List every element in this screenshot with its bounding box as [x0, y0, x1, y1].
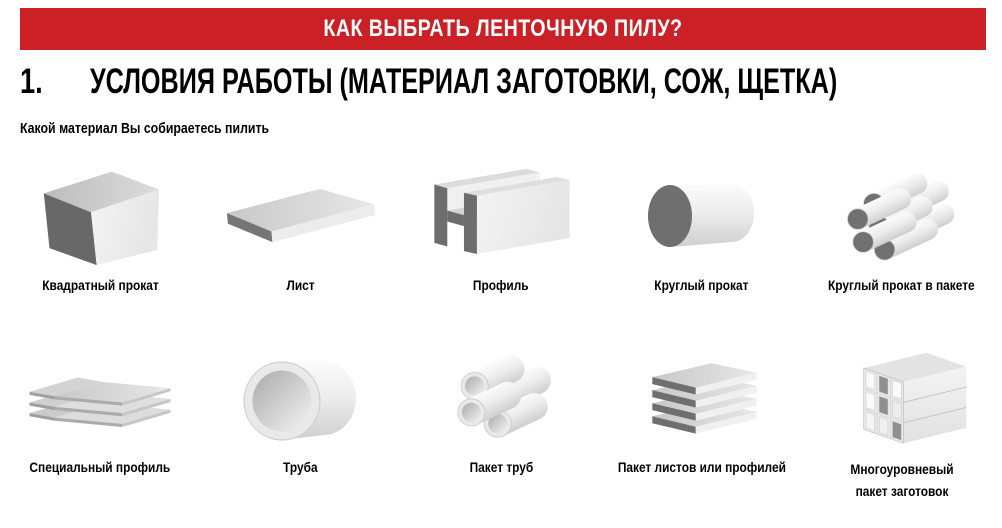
material-label: Круглый прокат: [654, 277, 749, 293]
material-label: Труба: [283, 459, 318, 475]
material-label: Многоуровневый пакет заготовок: [850, 461, 954, 499]
material-label: Круглый прокат в пакете: [828, 277, 976, 293]
pipe-bundle-icon: [441, 348, 561, 448]
h-profile-icon: [426, 166, 576, 266]
square-stock-icon: [36, 165, 164, 267]
material-art: [441, 346, 561, 450]
special-profile-icon: [24, 365, 176, 431]
page-banner: [20, 8, 986, 50]
material-art: [242, 346, 359, 450]
material-art: [24, 346, 176, 450]
material-item-round-stock-bundle: [802, 164, 1002, 293]
question-text: Какой материал Вы собираетесь пилить: [20, 121, 270, 137]
section-number: 1.: [20, 62, 43, 101]
material-art: [844, 164, 959, 268]
materials-row-2: [0, 346, 1002, 502]
material-art: [833, 346, 971, 450]
sheet-icon: [223, 186, 378, 246]
material-item-pipe-bundle: [401, 346, 601, 502]
sheet-stack-icon: [640, 358, 762, 438]
round-stock-bundle-icon: [844, 168, 959, 264]
material-item-special-profile: [0, 346, 200, 502]
material-item-square-stock: [0, 164, 200, 293]
material-item-round-stock: [601, 164, 801, 293]
material-label: Квадратный прокат: [41, 277, 159, 293]
material-art: [640, 346, 762, 450]
material-item-sheet-stack: [601, 346, 801, 502]
material-label: Специальный профиль: [29, 459, 171, 475]
material-label: Профиль: [473, 277, 529, 293]
material-item-pipe: [200, 346, 400, 502]
material-item-sheet: [200, 164, 400, 293]
pipe-icon: [242, 354, 359, 442]
material-label: Пакет листов или профилей: [617, 459, 786, 475]
material-art: [36, 164, 164, 268]
material-item-profile: [401, 164, 601, 293]
round-stock-icon: [645, 183, 757, 249]
material-label: Лист: [286, 277, 315, 293]
section-title: УСЛОВИЯ РАБОТЫ (МАТЕРИАЛ ЗАГОТОВКИ, СОЖ, ЩЕТКА): [90, 62, 838, 101]
material-art: [645, 164, 757, 268]
materials-row-1: [0, 164, 1002, 293]
material-art: [426, 164, 576, 268]
material-art: [223, 164, 378, 268]
multilevel-bundle-icon: [833, 346, 971, 450]
material-label: Пакет труб: [469, 459, 533, 475]
banner-title: КАК ВЫБРАТЬ ЛЕНТОЧНУЮ ПИЛУ?: [323, 15, 683, 42]
material-item-multilevel-bundle: [802, 346, 1002, 502]
